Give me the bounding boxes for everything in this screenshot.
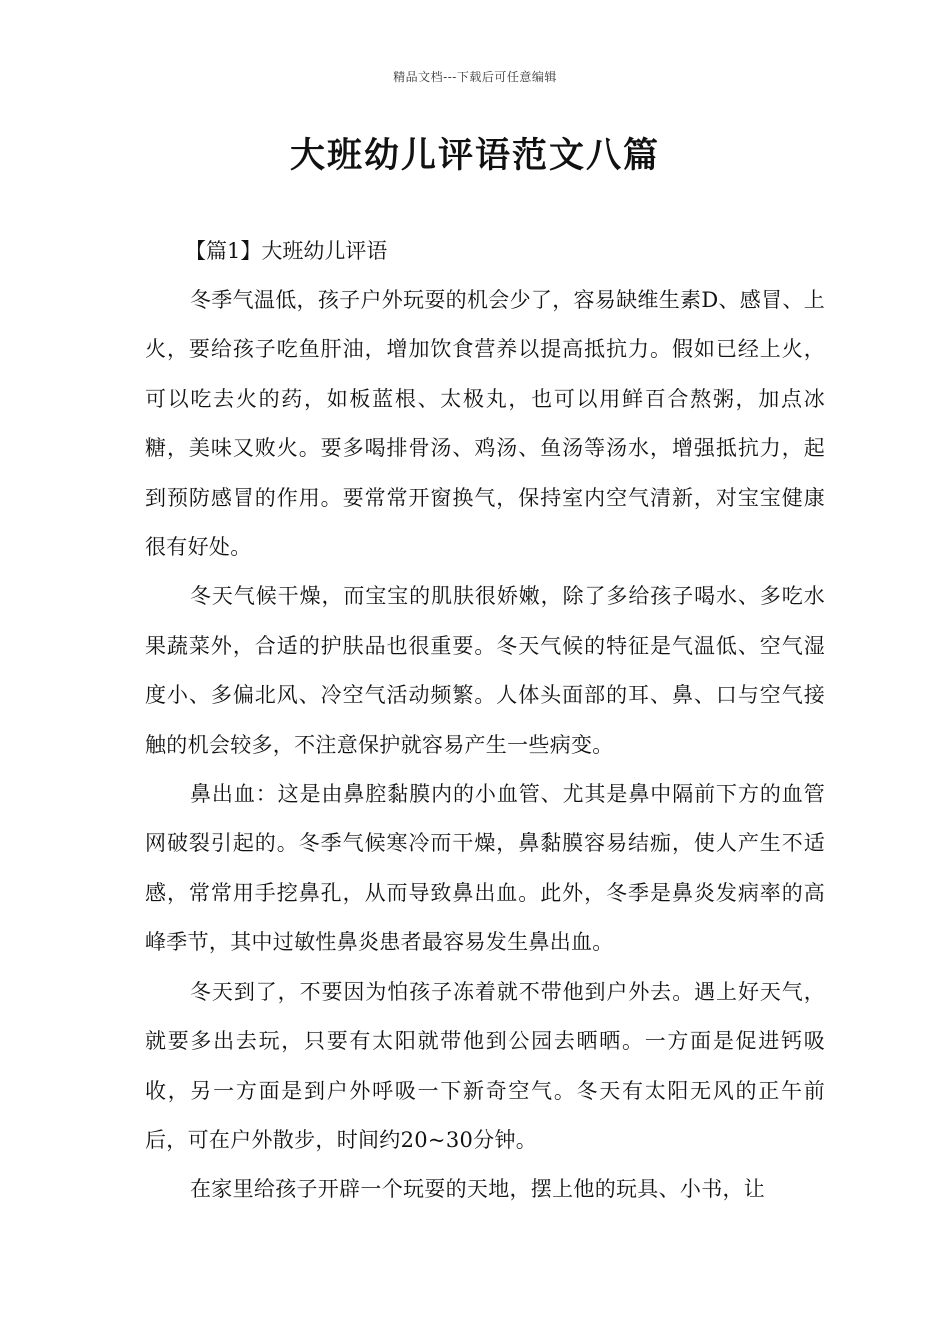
paragraph-4: 冬天到了，不要因为怕孩子冻着就不带他到户外去。遇上好天气，就要多出去玩，只要有太阳就带他到公园去晒晒。一方面是促进钙吸收，另一方面是到户外呼吸一下新奇空气。冬天有太阳无风的正午前后，可在户外散步，时间约20~30分钟。 xyxy=(145,979,825,1152)
paragraph-1: 冬季气温低，孩子户外玩耍的机会少了，容易缺维生素D、感冒、上火，要给孩子吃鱼肝油，增加饮食营养以提高抵抗力。假如已经上火，可以吃去火的药，如板蓝根、太极丸，也可以用鲜百合熬粥，加点冰糖，美味又败火。要多喝排骨汤、鸡汤、鱼汤等汤水，增强抵抗力，起到预防感冒的作用。要常常开窗换气，保持室内空气清新，对宝宝健康很有好处。 xyxy=(145,288,825,560)
document-body xyxy=(145,226,825,1215)
paragraph-5: 在家里给孩子开辟一个玩耍的天地，摆上他的玩具、小书，让 xyxy=(190,1177,766,1202)
document-title: 大班幼儿评语范文八篇 xyxy=(289,136,660,176)
paragraph-2: 冬天气候干燥，而宝宝的肌肤很娇嫩，除了多给孩子喝水、多吃水果蔬菜外，合适的护肤品也很重要。冬天气候的特征是气温低、空气湿度小、多偏北风、冷空气活动频繁。人体头面部的耳、鼻、口与空气接触的机会较多，不注意保护就容易产生一些病变。 xyxy=(145,584,825,757)
paragraph-3: 鼻出血：这是由鼻腔黏膜内的小血管、尤其是鼻中隔前下方的血管网破裂引起的。冬季气候寒冷而干燥，鼻黏膜容易结痂，使人产生不适感，常常用手挖鼻孔，从而导致鼻出血。此外，冬季是鼻炎发病率的高峰季节，其中过敏性鼻炎患者最容易发生鼻出血。 xyxy=(145,782,825,955)
section-heading: 【篇1】大班幼儿评语 xyxy=(185,239,388,263)
header-note: 精品文档---下载后可任意编辑 xyxy=(393,70,557,84)
